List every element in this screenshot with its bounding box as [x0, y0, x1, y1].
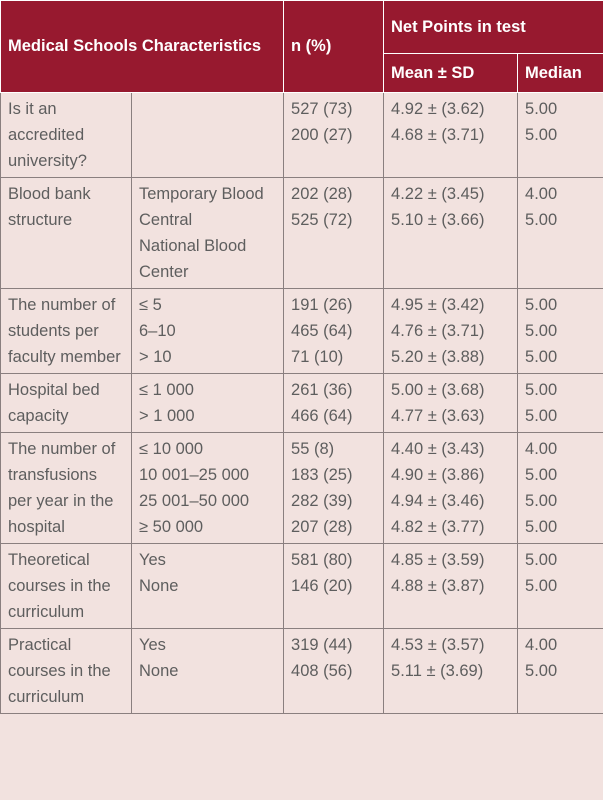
n-value: 319 (44)	[291, 636, 353, 654]
mean-value: 5.00 ± (3.68)	[391, 381, 485, 399]
category-value: ≤ 5	[139, 296, 162, 314]
characteristic-cell: Is it an accredited university?	[1, 93, 132, 178]
mean-value: 4.76 ± (3.71)	[391, 322, 485, 340]
n-value: 525 (72)	[291, 211, 353, 229]
category-value: 6–10	[139, 322, 176, 340]
mean-cell	[384, 544, 518, 629]
n-cell	[284, 374, 384, 433]
median-cell	[518, 433, 603, 544]
n-value: 408 (56)	[291, 662, 353, 680]
median-value: 4.00	[525, 185, 558, 203]
category-value: 10 001–25 000	[139, 466, 250, 484]
category-value: Yes	[139, 636, 166, 654]
n-value: 146 (20)	[291, 577, 353, 595]
median-cell	[518, 178, 603, 289]
mean-value: 5.20 ± (3.88)	[391, 348, 485, 366]
table-row	[1, 374, 603, 433]
median-value: 5.00	[525, 407, 558, 425]
median-value: 5.00	[525, 322, 558, 340]
median-cell	[518, 629, 603, 714]
median-value: 5.00	[525, 518, 558, 536]
characteristic-cell: Theoretical courses in the curriculum	[1, 544, 132, 629]
n-value: 466 (64)	[291, 407, 353, 425]
mean-cell	[384, 629, 518, 714]
n-cell	[284, 93, 384, 178]
table-row	[1, 544, 603, 629]
mean-cell	[384, 374, 518, 433]
category-cell	[132, 629, 284, 714]
category-value: 25 001–50 000	[139, 492, 250, 510]
mean-value: 5.11 ± (3.69)	[391, 662, 484, 680]
mean-value: 4.90 ± (3.86)	[391, 466, 485, 484]
median-cell	[518, 289, 603, 374]
table-row	[1, 93, 603, 178]
n-value: 71 (10)	[291, 348, 344, 366]
n-value: 527 (73)	[291, 100, 353, 118]
header-characteristics: Medical Schools Characteristics	[1, 1, 284, 93]
n-value: 261 (36)	[291, 381, 353, 399]
table-row	[1, 433, 603, 544]
category-cell	[132, 289, 284, 374]
mean-value: 4.94 ± (3.46)	[391, 492, 485, 510]
n-cell	[284, 433, 384, 544]
median-value: 5.00	[525, 662, 558, 680]
mean-value: 4.68 ± (3.71)	[391, 126, 485, 144]
category-value: Temporary Blood Central	[139, 185, 264, 229]
category-value: ≤ 10 000	[139, 440, 204, 458]
n-value: 183 (25)	[291, 466, 353, 484]
header-mean-sd: Mean ± SD	[384, 54, 518, 93]
category-value: > 10	[139, 348, 172, 366]
category-value: None	[139, 662, 179, 680]
n-value: 282 (39)	[291, 492, 353, 510]
median-value: 4.00	[525, 636, 558, 654]
n-value: 207 (28)	[291, 518, 353, 536]
median-cell	[518, 544, 603, 629]
n-value: 465 (64)	[291, 322, 353, 340]
table-row	[1, 629, 603, 714]
category-value: ≤ 1 000	[139, 381, 194, 399]
table-row	[1, 178, 603, 289]
n-value: 191 (26)	[291, 296, 353, 314]
median-cell	[518, 93, 603, 178]
mean-value: 4.53 ± (3.57)	[391, 636, 485, 654]
header-net-points: Net Points in test	[384, 1, 603, 54]
table-body	[1, 93, 603, 714]
n-cell	[284, 629, 384, 714]
median-value: 5.00	[525, 100, 558, 118]
median-value: 5.00	[525, 466, 558, 484]
category-cell	[132, 93, 284, 178]
n-cell	[284, 289, 384, 374]
mean-cell	[384, 289, 518, 374]
category-value: None	[139, 577, 179, 595]
characteristic-cell: Hospital bed capacity	[1, 374, 132, 433]
median-value: 5.00	[525, 492, 558, 510]
table-header	[1, 1, 603, 93]
median-value: 5.00	[525, 126, 558, 144]
median-value: 4.00	[525, 440, 558, 458]
median-value: 5.00	[525, 551, 558, 569]
mean-value: 4.82 ± (3.77)	[391, 518, 485, 536]
median-value: 5.00	[525, 211, 558, 229]
characteristic-cell: Blood bank structure	[1, 178, 132, 289]
category-value: > 1 000	[139, 407, 195, 425]
median-value: 5.00	[525, 296, 558, 314]
category-value: ≥ 50 000	[139, 518, 204, 536]
category-value: Yes	[139, 551, 166, 569]
n-value: 55 (8)	[291, 440, 335, 458]
mean-cell	[384, 93, 518, 178]
mean-value: 4.88 ± (3.87)	[391, 577, 485, 595]
mean-value: 4.22 ± (3.45)	[391, 185, 485, 203]
n-cell	[284, 178, 384, 289]
characteristic-cell: Practical courses in the curriculum	[1, 629, 132, 714]
category-cell	[132, 544, 284, 629]
category-cell	[132, 374, 284, 433]
header-n-percent: n (%)	[284, 1, 384, 93]
characteristic-cell: The number of transfusions per year in the hospital	[1, 433, 132, 544]
median-value: 5.00	[525, 381, 558, 399]
mean-value: 4.40 ± (3.43)	[391, 440, 485, 458]
mean-value: 4.95 ± (3.42)	[391, 296, 485, 314]
mean-cell	[384, 178, 518, 289]
mean-value: 4.77 ± (3.63)	[391, 407, 485, 425]
mean-value: 4.85 ± (3.59)	[391, 551, 485, 569]
mean-cell	[384, 433, 518, 544]
header-median: Median	[518, 54, 603, 93]
mean-value: 4.92 ± (3.62)	[391, 100, 485, 118]
mean-value: 5.10 ± (3.66)	[391, 211, 485, 229]
category-value: National Blood Center	[139, 237, 247, 281]
n-value: 202 (28)	[291, 185, 353, 203]
median-value: 5.00	[525, 348, 558, 366]
n-value: 200 (27)	[291, 126, 353, 144]
median-value: 5.00	[525, 577, 558, 595]
category-cell	[132, 178, 284, 289]
n-cell	[284, 544, 384, 629]
n-value: 581 (80)	[291, 551, 353, 569]
table-row	[1, 289, 603, 374]
median-cell	[518, 374, 603, 433]
category-cell	[132, 433, 284, 544]
characteristic-cell: The number of students per faculty member	[1, 289, 132, 374]
